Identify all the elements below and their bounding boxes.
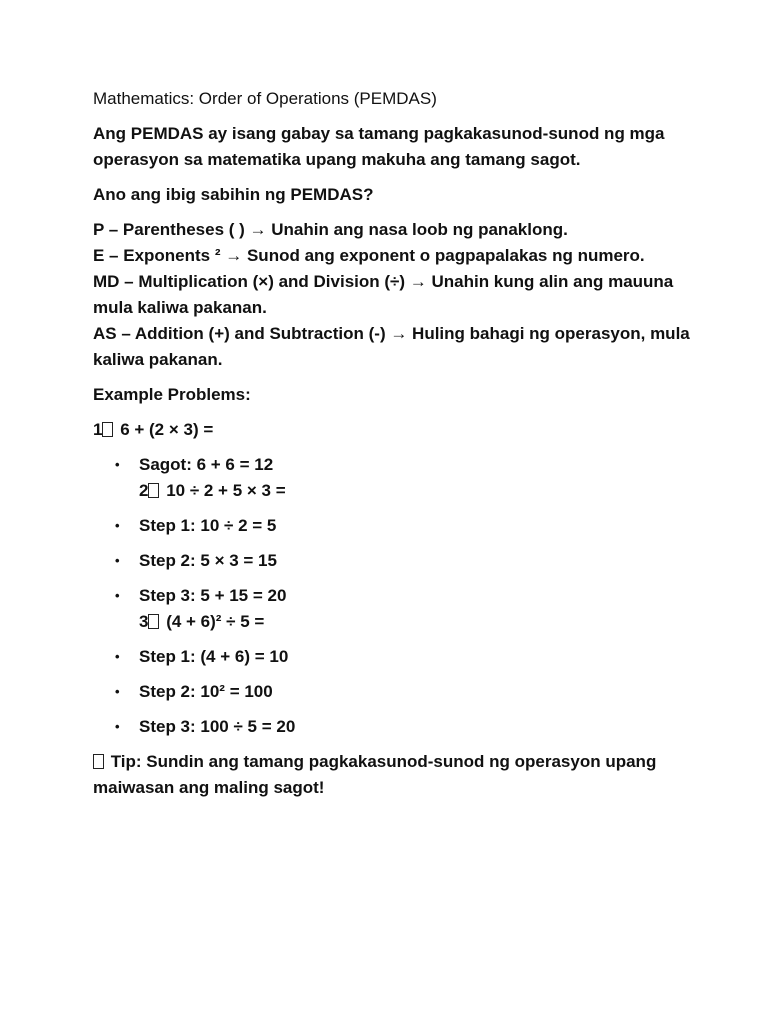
- bullet-icon: •: [115, 649, 120, 664]
- problem-number: 2: [139, 481, 149, 500]
- problem-expression: 6 + (2 × 3) =: [115, 420, 214, 439]
- document-title: Mathematics: Order of Operations (PEMDAS): [93, 89, 437, 108]
- definition-multiplication-division: MD – Multiplication (×) and Division (÷) → Unahin kung alin ang mauuna mula kaliwa pakanan.: [93, 272, 674, 317]
- list-item: [93, 679, 693, 705]
- problem-number: 3: [139, 612, 149, 631]
- examples-heading: Example Problems:: [93, 385, 251, 404]
- problem-1-heading: [93, 417, 693, 443]
- tip-paragraph: [93, 749, 693, 801]
- step-text: Step 2: 5 × 3 = 15: [139, 551, 277, 570]
- bullet-icon: •: [115, 588, 120, 603]
- missing-glyph-icon: [148, 614, 159, 629]
- bullet-icon: •: [115, 719, 120, 734]
- problem-expression: (4 + 6)² ÷ 5 =: [161, 612, 265, 631]
- step-text: Sagot: 6 + 6 = 12: [139, 455, 274, 474]
- problem-expression: 10 ÷ 2 + 5 × 3 =: [161, 481, 286, 500]
- definition-addition-subtraction: AS – Addition (+) and Subtraction (-) → Huling bahagi ng operasyon, mula kaliwa pakanan.: [93, 324, 690, 369]
- definition-parentheses: P – Parentheses ( ) → Unahin ang nasa loob ng panaklong.: [93, 220, 568, 239]
- step-text: Step 3: 5 + 15 = 20: [139, 586, 287, 605]
- bullet-icon: •: [115, 684, 120, 699]
- definition-exponents: E – Exponents ² → Sunod ang exponent o pagpapalakas ng numero.: [93, 246, 645, 265]
- pemdas-definitions: [93, 217, 693, 373]
- list-item: [93, 548, 693, 574]
- step-text: Step 2: 10² = 100: [139, 682, 273, 701]
- step-text: Step 3: 100 ÷ 5 = 20: [139, 717, 296, 736]
- step-text: Step 1: (4 + 6) = 10: [139, 647, 289, 666]
- list-item: [93, 583, 693, 635]
- tip-text: Tip: Sundin ang tamang pagkakasunod-sunod ng operasyon upang maiwasan ang maling sagot!: [93, 752, 657, 797]
- problem-3-heading: [139, 609, 693, 635]
- step-text: Step 1: 10 ÷ 2 = 5: [139, 516, 277, 535]
- list-item: [93, 714, 693, 740]
- problem-number: 1: [93, 420, 103, 439]
- problem-1-steps: [93, 452, 693, 740]
- missing-glyph-icon: [148, 483, 159, 498]
- question-heading: Ano ang ibig sabihin ng PEMDAS?: [93, 185, 374, 204]
- list-item: [93, 644, 693, 670]
- list-item: [93, 452, 693, 504]
- list-item: [93, 513, 693, 539]
- problem-2-heading: [139, 478, 693, 504]
- bullet-icon: •: [115, 518, 120, 533]
- intro-paragraph: Ang PEMDAS ay isang gabay sa tamang pagkakasunod-sunod ng mga operasyon sa matematika upang makuha ang tamang sagot.: [93, 124, 665, 169]
- bullet-icon: •: [115, 553, 120, 568]
- missing-glyph-icon: [102, 422, 113, 437]
- missing-glyph-icon: [93, 754, 104, 769]
- document-page: [93, 86, 693, 810]
- bullet-icon: •: [115, 457, 120, 472]
